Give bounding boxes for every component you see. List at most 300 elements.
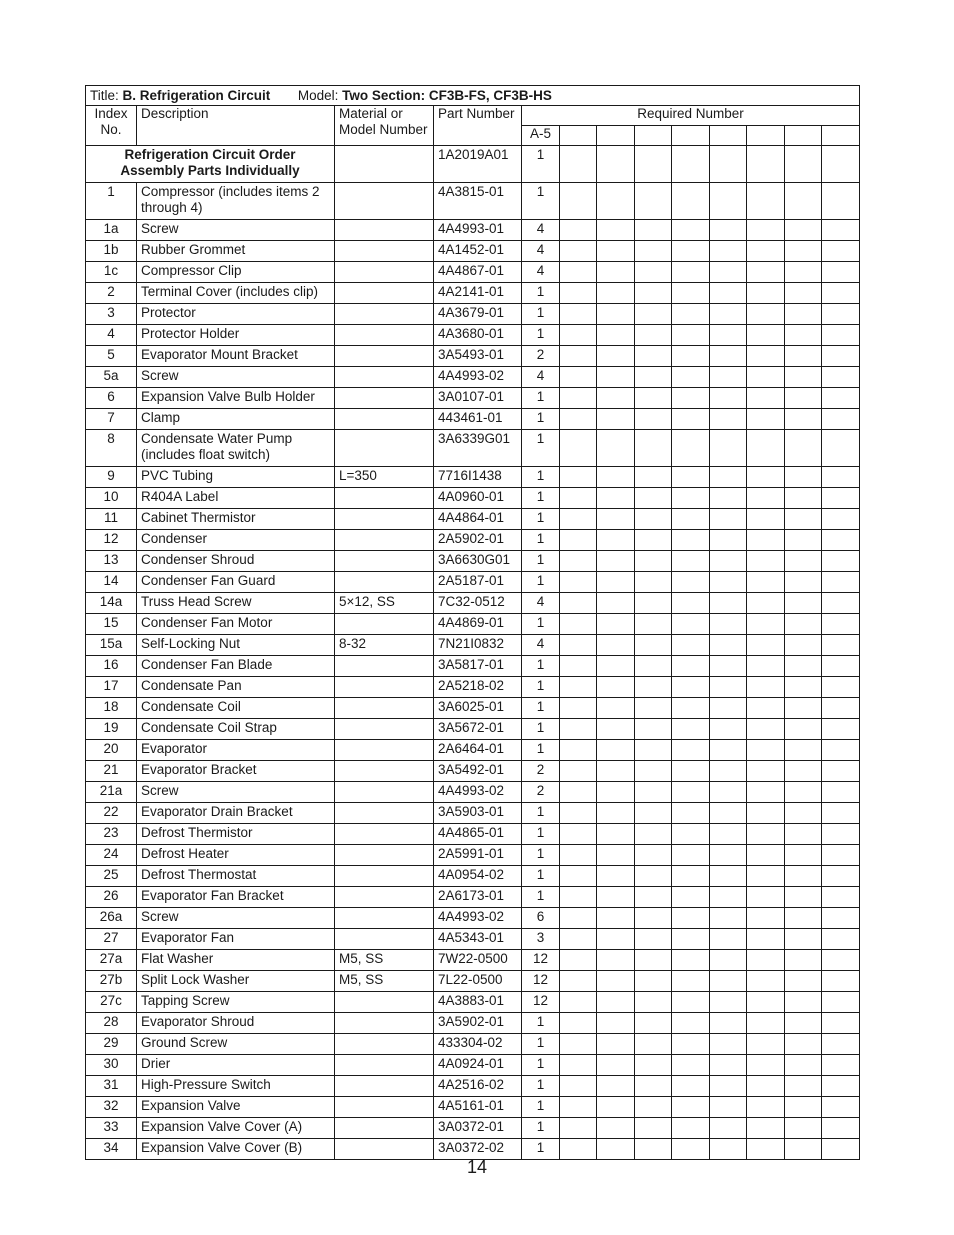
row-material <box>335 1118 434 1139</box>
empty-cell <box>710 593 747 614</box>
row-qty: 1 <box>522 866 560 887</box>
empty-cell <box>597 656 635 677</box>
row-qty: 4 <box>522 241 560 262</box>
empty-cell <box>672 409 710 430</box>
empty-cell <box>597 803 635 824</box>
empty-cell <box>747 430 785 467</box>
empty-cell <box>560 803 597 824</box>
empty-cell <box>822 908 860 929</box>
empty-cell <box>785 1034 822 1055</box>
empty-cell <box>635 1013 672 1034</box>
empty-cell <box>672 824 710 845</box>
empty-cell <box>560 409 597 430</box>
row-index: 32 <box>86 1097 137 1118</box>
empty-cell <box>672 614 710 635</box>
row-description: Evaporator Mount Bracket <box>137 346 335 367</box>
row-index: 34 <box>86 1139 137 1160</box>
table-row <box>86 220 860 241</box>
empty-cell <box>560 430 597 467</box>
empty-cell <box>710 614 747 635</box>
row-index: 17 <box>86 677 137 698</box>
row-index: 26 <box>86 887 137 908</box>
row-qty: 2 <box>522 782 560 803</box>
table-row <box>86 241 860 262</box>
empty-cell <box>672 929 710 950</box>
empty-cell <box>635 551 672 572</box>
empty-cell <box>710 908 747 929</box>
empty-cell <box>785 1097 822 1118</box>
table-row <box>86 1034 860 1055</box>
table-row <box>86 719 860 740</box>
empty-cell <box>672 304 710 325</box>
empty-cell <box>597 1097 635 1118</box>
empty-cell <box>785 908 822 929</box>
empty-cell <box>710 929 747 950</box>
row-qty: 1 <box>522 1013 560 1034</box>
empty-cell <box>635 488 672 509</box>
empty-cell <box>672 430 710 467</box>
empty-cell <box>672 220 710 241</box>
row-index: 7 <box>86 409 137 430</box>
table-row <box>86 761 860 782</box>
empty-cell <box>747 241 785 262</box>
empty-cell <box>597 845 635 866</box>
empty-cell <box>747 1034 785 1055</box>
empty-cell <box>785 241 822 262</box>
empty-cell <box>597 992 635 1013</box>
row-index: 20 <box>86 740 137 761</box>
empty-cell <box>560 220 597 241</box>
empty-cell <box>710 304 747 325</box>
empty-cell <box>785 1013 822 1034</box>
empty-cell <box>785 346 822 367</box>
empty-cell <box>672 992 710 1013</box>
row-description: PVC Tubing <box>137 467 335 488</box>
empty-cell <box>560 971 597 992</box>
empty-cell <box>672 971 710 992</box>
empty-cell <box>710 220 747 241</box>
row-part-number: 443461-01 <box>434 409 522 430</box>
empty-cell <box>747 740 785 761</box>
empty-cell <box>785 572 822 593</box>
empty-cell <box>822 887 860 908</box>
empty-cell <box>710 146 747 183</box>
empty-cell <box>560 509 597 530</box>
empty-cell <box>597 866 635 887</box>
empty-cell <box>785 488 822 509</box>
empty-cell <box>672 488 710 509</box>
empty-cell <box>822 1034 860 1055</box>
row-part-number: 4A4993-02 <box>434 782 522 803</box>
empty-cell <box>822 1013 860 1034</box>
empty-cell <box>560 530 597 551</box>
empty-cell <box>597 388 635 409</box>
row-material <box>335 488 434 509</box>
empty-cell <box>672 950 710 971</box>
row-description: Protector Holder <box>137 325 335 346</box>
empty-cell <box>822 803 860 824</box>
row-description: Terminal Cover (includes clip) <box>137 283 335 304</box>
empty-cell <box>710 283 747 304</box>
row-material <box>335 220 434 241</box>
empty-cell <box>710 325 747 346</box>
row-index: 5 <box>86 346 137 367</box>
empty-cell <box>710 1118 747 1139</box>
row-qty: 1 <box>522 409 560 430</box>
row-part-number: 3A5903-01 <box>434 803 522 824</box>
row-material <box>335 908 434 929</box>
empty-cell <box>747 409 785 430</box>
row-description: Tapping Screw <box>137 992 335 1013</box>
row-description: Self-Locking Nut <box>137 635 335 656</box>
row-description: Condenser Fan Guard <box>137 572 335 593</box>
empty-cell <box>635 1034 672 1055</box>
row-description: Evaporator <box>137 740 335 761</box>
row-qty: 1 <box>522 325 560 346</box>
empty-cell <box>672 1076 710 1097</box>
header-row <box>86 106 860 126</box>
row-material <box>335 803 434 824</box>
empty-cell <box>560 572 597 593</box>
table-row <box>86 593 860 614</box>
empty-cell <box>710 430 747 467</box>
header-description: Description <box>137 106 335 146</box>
empty-cell <box>710 1013 747 1034</box>
empty-cell <box>710 1055 747 1076</box>
empty-cell <box>597 430 635 467</box>
row-part-number: 2A5218-02 <box>434 677 522 698</box>
row-material <box>335 719 434 740</box>
row-qty: 1 <box>522 740 560 761</box>
empty-cell <box>747 283 785 304</box>
row-part-number: 4A3679-01 <box>434 304 522 325</box>
empty-cell <box>672 1034 710 1055</box>
empty-cell <box>597 146 635 183</box>
row-part-number: 3A6630G01 <box>434 551 522 572</box>
row-part-number: 7716I1438 <box>434 467 522 488</box>
empty-cell <box>635 677 672 698</box>
table-row <box>86 488 860 509</box>
empty-cell <box>672 740 710 761</box>
row-qty: 4 <box>522 262 560 283</box>
row-material <box>335 1013 434 1034</box>
empty-cell <box>747 908 785 929</box>
row-qty: 1 <box>522 509 560 530</box>
empty-cell <box>672 782 710 803</box>
empty-cell <box>785 866 822 887</box>
title-cell <box>86 86 860 106</box>
row-qty: 1 <box>522 803 560 824</box>
row-index: 9 <box>86 467 137 488</box>
empty-cell <box>560 761 597 782</box>
row-index: 1 <box>86 183 137 220</box>
empty-cell <box>710 1097 747 1118</box>
empty-cell <box>560 614 597 635</box>
empty-cell <box>672 656 710 677</box>
row-material <box>335 262 434 283</box>
table-row <box>86 1013 860 1034</box>
row-index: 1b <box>86 241 137 262</box>
empty-cell <box>597 677 635 698</box>
empty-cell <box>635 530 672 551</box>
row-index: 15a <box>86 635 137 656</box>
table-row <box>86 262 860 283</box>
assembly-qty: 1 <box>522 146 560 183</box>
empty-cell <box>747 614 785 635</box>
row-part-number: 3A5902-01 <box>434 1013 522 1034</box>
empty-cell <box>672 845 710 866</box>
empty-cell <box>785 845 822 866</box>
row-material: M5, SS <box>335 971 434 992</box>
empty-cell <box>672 761 710 782</box>
row-material <box>335 1055 434 1076</box>
row-index: 5a <box>86 367 137 388</box>
empty-cell <box>785 824 822 845</box>
row-material <box>335 1076 434 1097</box>
empty-cell <box>672 346 710 367</box>
empty-cell <box>747 761 785 782</box>
empty-cell <box>597 346 635 367</box>
empty-cell <box>747 677 785 698</box>
empty-cell <box>710 1034 747 1055</box>
empty-cell <box>597 551 635 572</box>
row-index: 1a <box>86 220 137 241</box>
header-part-number: Part Number <box>434 106 522 146</box>
table-row <box>86 824 860 845</box>
empty-cell <box>597 740 635 761</box>
empty-cell <box>672 719 710 740</box>
empty-cell <box>822 740 860 761</box>
empty-cell <box>710 572 747 593</box>
header-index: Index No. <box>86 106 137 146</box>
empty-cell <box>635 1097 672 1118</box>
empty-cell <box>785 761 822 782</box>
empty-cell <box>785 304 822 325</box>
empty-cell <box>560 551 597 572</box>
row-part-number: 433304-02 <box>434 1034 522 1055</box>
row-description: Expansion Valve Bulb Holder <box>137 388 335 409</box>
row-material <box>335 572 434 593</box>
empty-cell <box>747 220 785 241</box>
row-material <box>335 509 434 530</box>
empty-cell <box>672 866 710 887</box>
title-row <box>86 86 860 106</box>
empty-cell <box>597 325 635 346</box>
row-material <box>335 698 434 719</box>
row-description: Cabinet Thermistor <box>137 509 335 530</box>
empty-cell <box>635 146 672 183</box>
row-description: Clamp <box>137 409 335 430</box>
empty-cell <box>635 509 672 530</box>
empty-cell <box>635 992 672 1013</box>
empty-cell <box>785 1076 822 1097</box>
empty-cell <box>785 656 822 677</box>
empty-cell <box>560 824 597 845</box>
table-row <box>86 551 860 572</box>
empty-cell <box>597 488 635 509</box>
empty-cell <box>672 325 710 346</box>
row-material: 5×12, SS <box>335 593 434 614</box>
row-qty: 4 <box>522 220 560 241</box>
empty-cell <box>635 719 672 740</box>
table-row <box>86 656 860 677</box>
empty-cell <box>747 126 785 146</box>
empty-cell <box>785 530 822 551</box>
row-part-number: 2A6464-01 <box>434 740 522 761</box>
row-part-number: 4A2516-02 <box>434 1076 522 1097</box>
empty-cell <box>747 530 785 551</box>
empty-cell <box>710 866 747 887</box>
empty-cell <box>560 1013 597 1034</box>
row-qty: 1 <box>522 1034 560 1055</box>
table-row <box>86 992 860 1013</box>
row-description: Evaporator Drain Bracket <box>137 803 335 824</box>
empty-cell <box>785 698 822 719</box>
empty-cell <box>710 845 747 866</box>
row-part-number: 4A3815-01 <box>434 183 522 220</box>
empty-cell <box>560 950 597 971</box>
row-description: Condensate Coil <box>137 698 335 719</box>
empty-cell <box>635 824 672 845</box>
empty-cell <box>822 992 860 1013</box>
row-qty: 1 <box>522 656 560 677</box>
row-index: 27a <box>86 950 137 971</box>
empty-cell <box>822 593 860 614</box>
row-material <box>335 430 434 467</box>
empty-cell <box>560 1076 597 1097</box>
empty-cell <box>710 971 747 992</box>
empty-cell <box>822 346 860 367</box>
row-index: 2 <box>86 283 137 304</box>
empty-cell <box>710 656 747 677</box>
row-material <box>335 346 434 367</box>
row-material: L=350 <box>335 467 434 488</box>
empty-cell <box>672 388 710 409</box>
row-description: Split Lock Washer <box>137 971 335 992</box>
row-part-number: 4A0924-01 <box>434 1055 522 1076</box>
row-part-number: 4A1452-01 <box>434 241 522 262</box>
empty-cell <box>747 593 785 614</box>
empty-cell <box>785 220 822 241</box>
empty-cell <box>710 509 747 530</box>
empty-cell <box>710 635 747 656</box>
row-index: 15 <box>86 614 137 635</box>
empty-cell <box>635 593 672 614</box>
empty-cell <box>785 509 822 530</box>
empty-cell <box>597 1076 635 1097</box>
empty-cell <box>710 488 747 509</box>
empty-cell <box>747 551 785 572</box>
empty-cell <box>785 929 822 950</box>
empty-cell <box>785 183 822 220</box>
empty-cell <box>560 782 597 803</box>
row-index: 11 <box>86 509 137 530</box>
table-row <box>86 950 860 971</box>
table-row <box>86 677 860 698</box>
row-qty: 1 <box>522 388 560 409</box>
row-qty: 12 <box>522 992 560 1013</box>
empty-cell <box>747 388 785 409</box>
row-qty: 1 <box>522 467 560 488</box>
empty-cell <box>672 367 710 388</box>
empty-cell <box>822 183 860 220</box>
row-part-number: 4A4993-02 <box>434 908 522 929</box>
table-row <box>86 283 860 304</box>
empty-cell <box>635 346 672 367</box>
row-material <box>335 409 434 430</box>
empty-cell <box>785 740 822 761</box>
empty-cell <box>747 183 785 220</box>
table-row <box>86 1076 860 1097</box>
empty-cell <box>560 467 597 488</box>
empty-cell <box>785 950 822 971</box>
row-description: Condensate Water Pump (includes float switch) <box>137 430 335 467</box>
empty-cell <box>672 146 710 183</box>
empty-cell <box>822 1076 860 1097</box>
empty-cell <box>597 367 635 388</box>
row-material <box>335 866 434 887</box>
empty-cell <box>597 614 635 635</box>
empty-cell <box>747 367 785 388</box>
row-description: Condenser Fan Motor <box>137 614 335 635</box>
row-qty: 1 <box>522 1055 560 1076</box>
empty-cell <box>597 530 635 551</box>
row-qty: 1 <box>522 845 560 866</box>
empty-cell <box>597 719 635 740</box>
empty-cell <box>822 929 860 950</box>
row-index: 18 <box>86 698 137 719</box>
row-qty: 1 <box>522 572 560 593</box>
row-part-number: 4A2141-01 <box>434 283 522 304</box>
empty-cell <box>635 367 672 388</box>
empty-cell <box>785 887 822 908</box>
row-part-number: 4A4864-01 <box>434 509 522 530</box>
table-row <box>86 740 860 761</box>
row-description: Drier <box>137 1055 335 1076</box>
row-qty: 1 <box>522 887 560 908</box>
row-index: 22 <box>86 803 137 824</box>
row-qty: 1 <box>522 614 560 635</box>
row-description: Screw <box>137 782 335 803</box>
empty-cell <box>597 220 635 241</box>
empty-cell <box>635 241 672 262</box>
row-material <box>335 782 434 803</box>
table-row <box>86 803 860 824</box>
empty-cell <box>635 740 672 761</box>
empty-cell <box>747 488 785 509</box>
row-description: Expansion Valve <box>137 1097 335 1118</box>
empty-cell <box>635 325 672 346</box>
row-qty: 6 <box>522 908 560 929</box>
empty-cell <box>672 803 710 824</box>
row-qty: 12 <box>522 971 560 992</box>
empty-cell <box>710 388 747 409</box>
empty-cell <box>672 551 710 572</box>
empty-cell <box>822 677 860 698</box>
row-part-number: 3A0372-01 <box>434 1118 522 1139</box>
empty-cell <box>747 304 785 325</box>
empty-cell <box>785 971 822 992</box>
empty-cell <box>710 677 747 698</box>
empty-cell <box>822 1118 860 1139</box>
empty-cell <box>560 241 597 262</box>
empty-cell <box>635 782 672 803</box>
row-material <box>335 304 434 325</box>
empty-cell <box>710 530 747 551</box>
empty-cell <box>635 1076 672 1097</box>
empty-cell <box>747 824 785 845</box>
empty-cell <box>635 887 672 908</box>
